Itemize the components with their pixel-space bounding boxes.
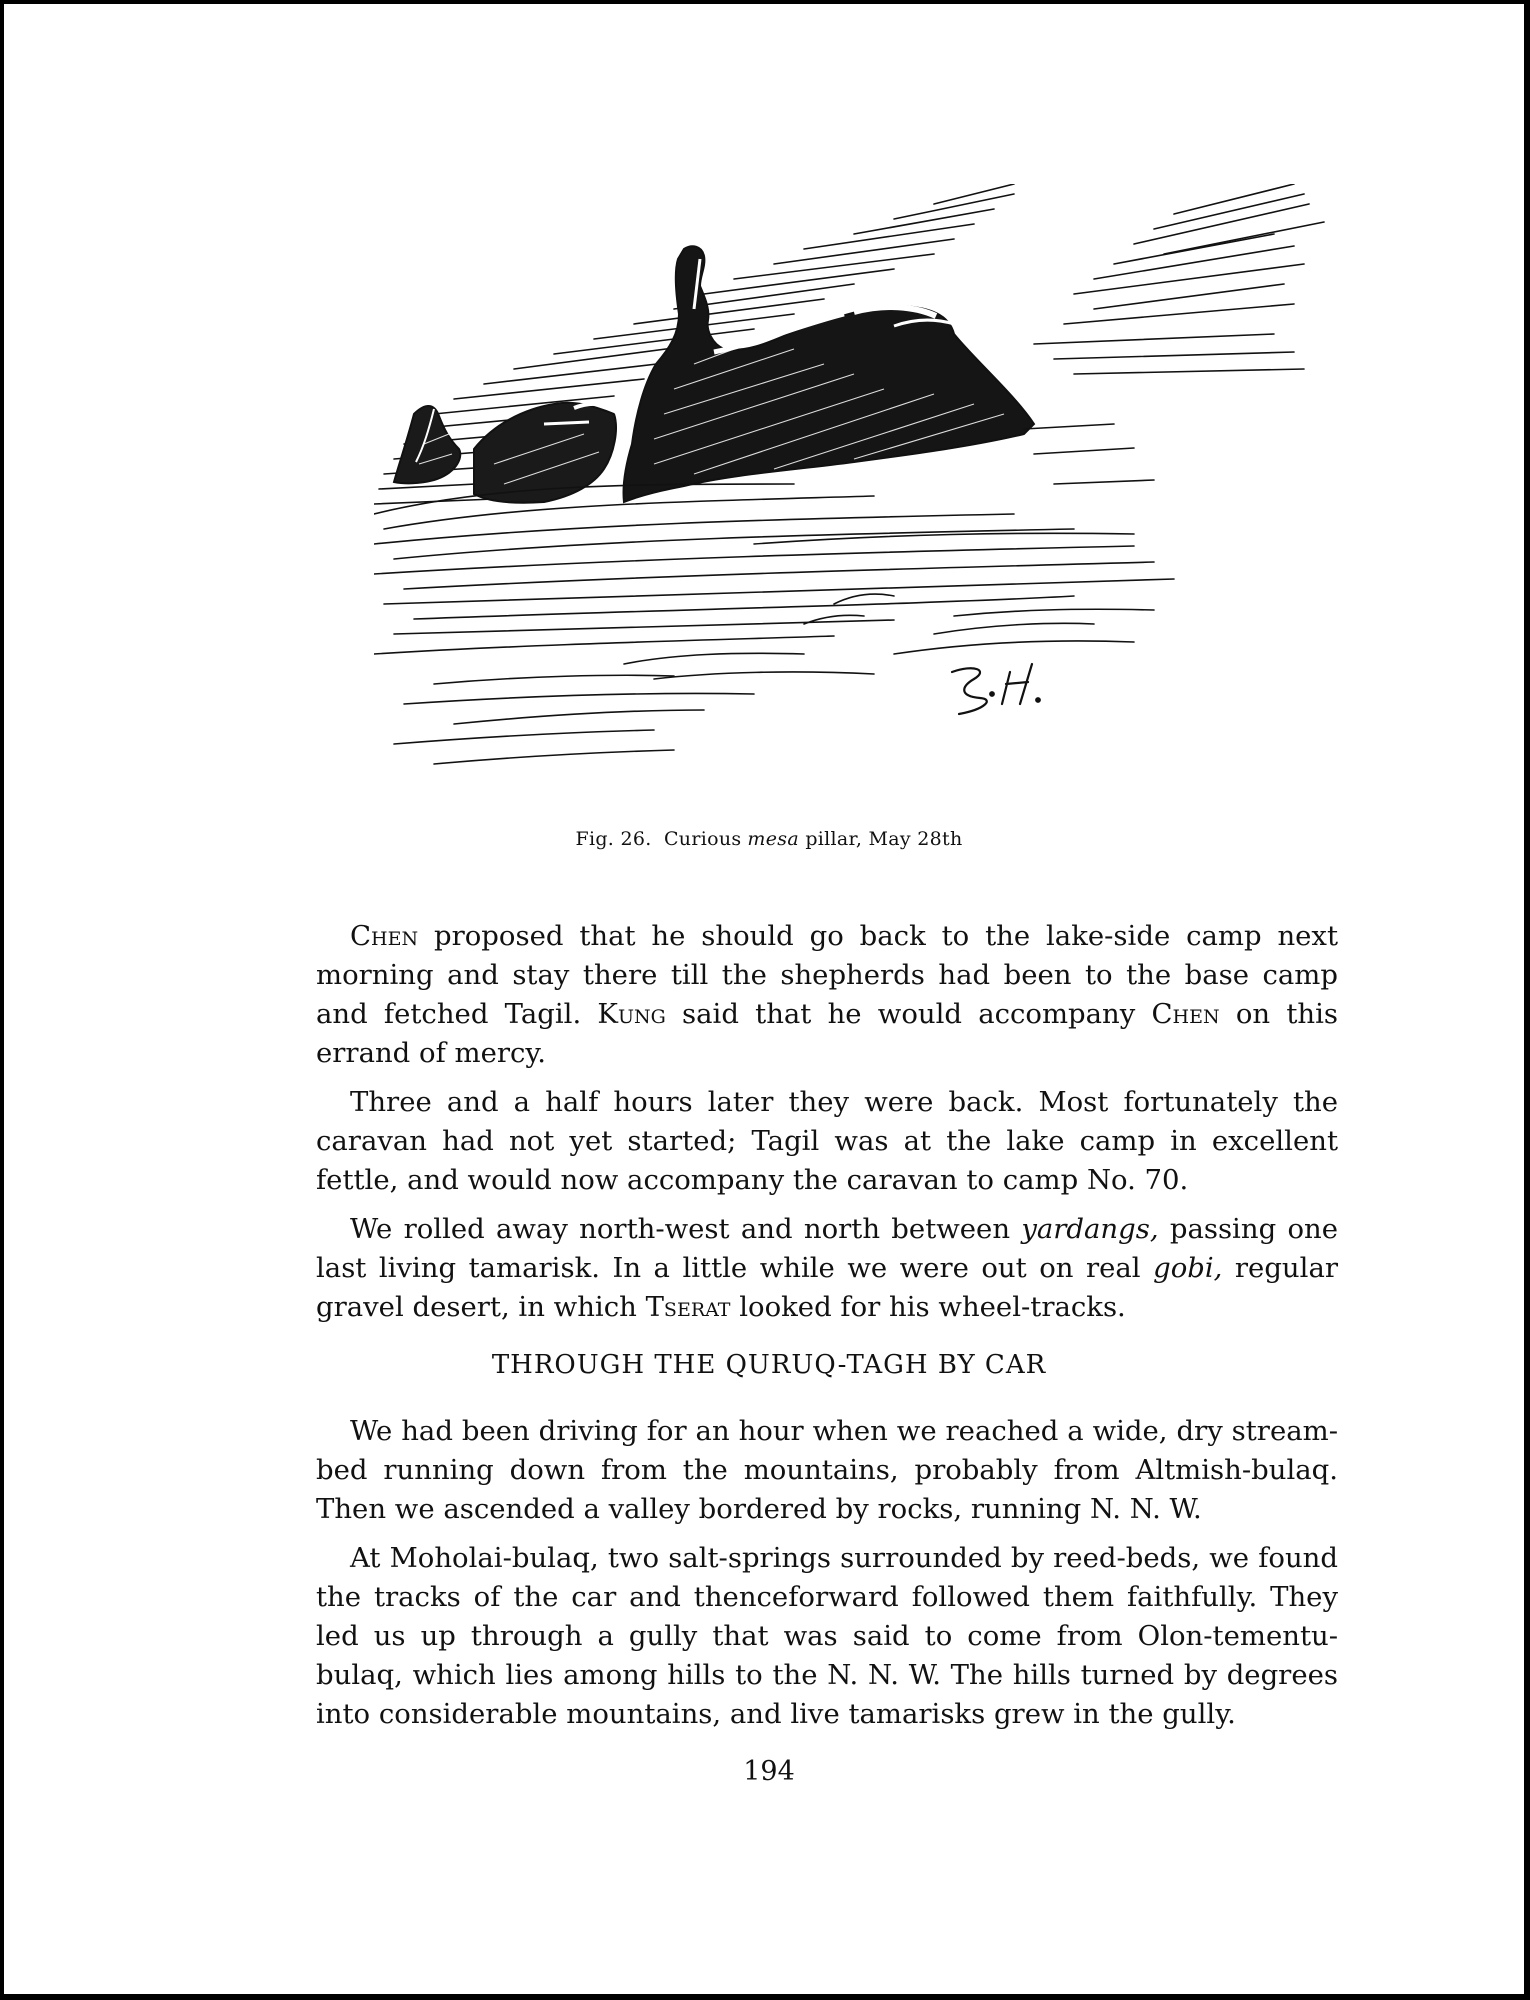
artist-signature	[952, 664, 1040, 714]
text-run: We rolled away north-west and north between	[350, 1213, 1022, 1245]
text-run: proposed that he should go back to the lake-side camp next morning and stay there till the shepherds had been to the base camp and fetched Tagil.	[316, 920, 1338, 1030]
text-run: said that he would accompany	[665, 998, 1152, 1030]
paragraph: Three and a half hours later they were back. Most fortunately the caravan had not yet started; Tagil was at the lake camp in excellent fettle, and would now accompany the caravan to camp No. 70.	[316, 1086, 1338, 1196]
person-name: Chen	[1151, 998, 1220, 1030]
book-page	[4, 4, 1524, 1994]
caption-text-italic: mesa	[747, 828, 799, 850]
page-number: 194	[743, 1756, 795, 1787]
mesa-rock-formations	[394, 246, 1034, 502]
section-one-text	[316, 917, 1338, 1337]
caption-text-pre: Curious	[663, 828, 742, 850]
section-two-text	[316, 1412, 1338, 1744]
mesa-pillar-illustration	[374, 184, 1354, 844]
person-name: Chen	[350, 920, 419, 952]
paragraph: At Moholai-bulaq, two salt-springs surrounded by reed-beds, we found the tracks of the car and thenceforward followed them faithfully. They led us up through a gully that was said to come from Olon-tementu-bulaq, which lies among hills to the N. N. W. The hills turned by degrees into considerable mountains, and live tamarisks grew in the gully.	[316, 1542, 1338, 1730]
person-name: Kung	[597, 998, 666, 1030]
text-run: passing one last living tamarisk. In a little while we were out on real	[316, 1213, 1338, 1284]
figure-label: Fig. 26.	[575, 828, 652, 850]
ink-sketch	[374, 184, 1354, 844]
person-name: Tserat	[645, 1291, 731, 1323]
paragraph: We had been driving for an hour when we reached a wide, dry stream-bed running down from the mountains, probably from Altmish-bulaq. Then we ascended a valley bordered by rocks, running N. N. W.	[316, 1415, 1338, 1525]
italic-term: gobi,	[1153, 1252, 1223, 1284]
text-run: looked for his wheel-tracks.	[730, 1291, 1126, 1323]
section-heading: THROUGH THE QURUQ-TAGH BY CAR	[491, 1350, 1047, 1380]
paragraph	[316, 1210, 1338, 1327]
figure-caption	[4, 828, 1524, 850]
italic-term: yardangs,	[1021, 1213, 1159, 1245]
text-run: regular gravel desert, in which	[316, 1252, 1338, 1323]
text-run: on this errand of mercy.	[316, 998, 1339, 1069]
caption-text-post: pillar, May 28th	[805, 828, 963, 850]
paragraph	[316, 917, 1338, 1073]
